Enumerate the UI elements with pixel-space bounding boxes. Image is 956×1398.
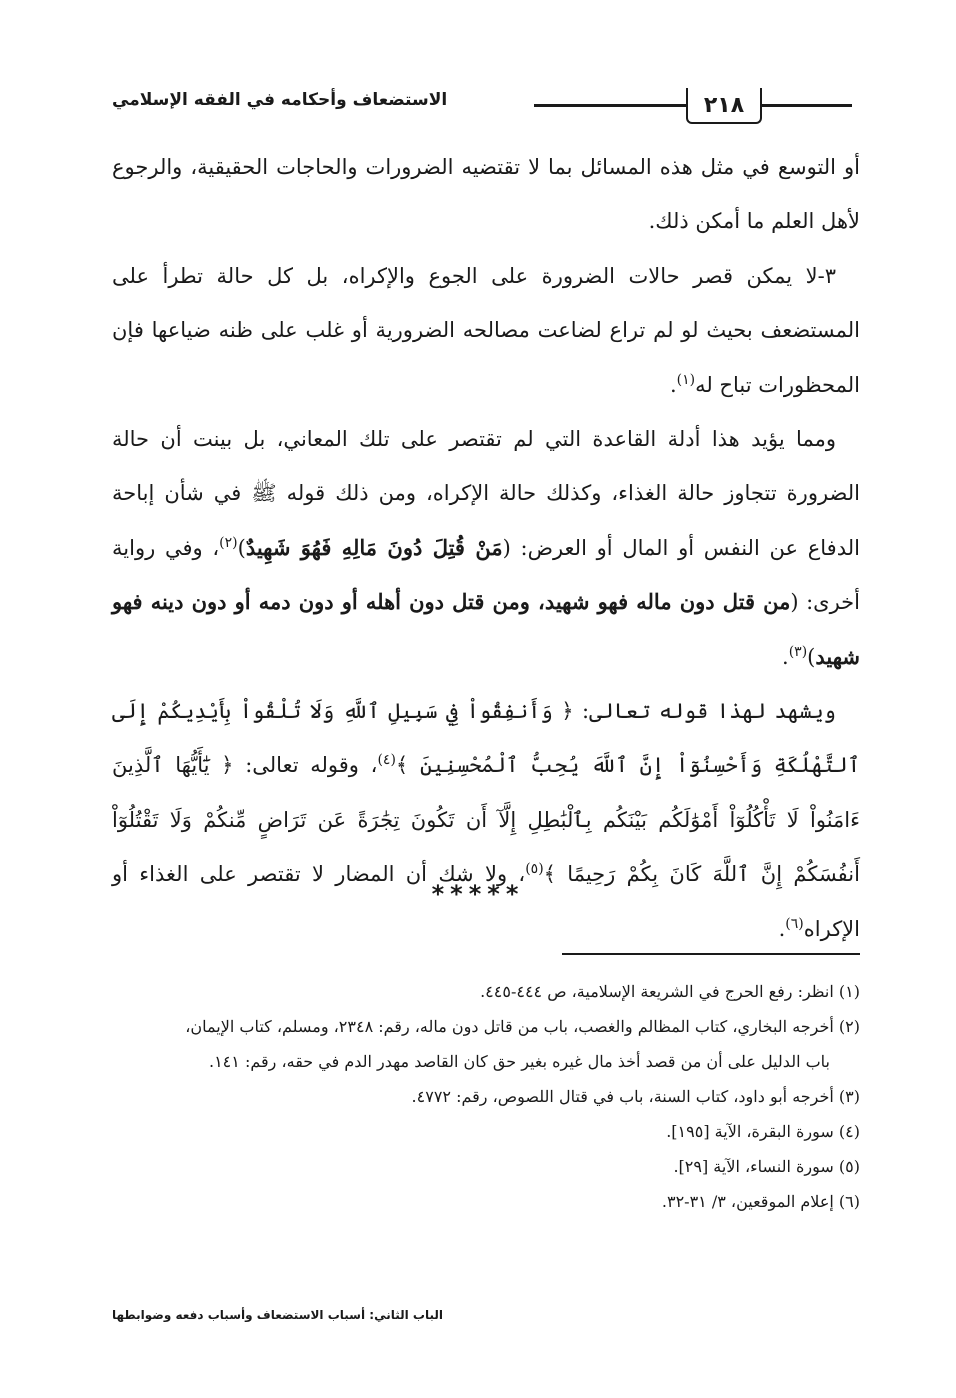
footnotes (112, 974, 860, 1219)
header-rule-left (534, 104, 686, 107)
header-rule-right (760, 104, 852, 107)
paragraph-4-text-c: ، ولا شك أن المضار لا تقتصر على الغذاء أو الإكراه (112, 862, 860, 941)
paragraph-3-text-b: ، وفي رواية أخرى: ( (112, 535, 860, 615)
footnote-ref-6: (٦) (785, 915, 804, 932)
footnote-rule (562, 953, 860, 955)
footnote-3: (٣) أخرجه أبو داود، كتاب السنة، باب في قتال اللصوص، رقم: ٤٧٧٢. (411, 1087, 860, 1106)
quran-verse-2: ، وقوله تعالى: ﴿ يَٰٓأَيُّهَا ٱلَّذِينَ ءَامَنُواْ لَا تَأْكُلُوٓاْ أَمْوَٰلَكُم بَيْنَكُم بِٱلْبَٰطِلِ إِلَّآ أَن تَكُونَ تِجَٰرَةً عَن تَرَاضٍ مِّنكُمْ وَلَا تَقْتُلُوٓاْ أَنفُسَكُمْ إِنَّ ٱللَّهَ كَانَ بِكُمْ رَحِيمًا ﴾ (112, 753, 860, 887)
paragraph-3-text-a: ومما يؤيد هذا أدلة القاعدة التي لم تقتصر على تلك المعاني، بل بينت أن حالة الضرورة تتجاوز حالة الغذاء، وكذلك حالة الإكراه، ومن ذلك قوله ﷺ في شأن إباحة الدفاع عن النفس أو المال أو العرض: ( (112, 427, 860, 560)
footnote-ref-5: (٥) (525, 861, 544, 878)
footnote-ref-4: (٤) (377, 752, 396, 769)
footnote-1: (١) انظر: رفع الحرج في الشريعة الإسلامية، ص ٤٤٤-٤٤٥. (480, 982, 860, 1001)
section-separator: ***** (431, 880, 525, 908)
footnote-5: (٥) سورة النساء، الآية [٢٩]. (673, 1157, 860, 1176)
main-text (112, 140, 860, 956)
footnote-ref-2: (٢) (219, 534, 238, 551)
page-footer: الباب الثاني: أسباب الاستضعاف وأسباب دفعه وضوابطها (112, 1308, 444, 1322)
quran-verse-1: ويشهد لهذا قوله تعالى: ﴿ وَأَنفِقُواْ فِي سَبِيلِ ٱللَّهِ وَلَا تُلْقُواْ بِأَيْدِيكُمْ إِلَى ٱلتَّهْلُكَةِ وَأَحْسِنُوٓاْ إِنَّ ٱللَّهَ يُحِبُّ ٱلْمُحْسِنِينَ ﴾ (112, 699, 860, 778)
paragraph-3: ومما يؤيد هذا أدلة القاعدة التي لم تقتصر على تلك المعاني، بل بينت أن حالة الضرورة تتجاوز حالة الغذاء، وكذلك حالة الإكراه، ومن ذلك قوله ﷺ في شأن إباحة الدفاع عن النفس أو المال أو العرض: (مَنْ قُتِلَ دُونَ مَالِهِ فَهُوَ شَهِيدٌ)$^{(٢)}$، وفي رواية أخرى: (من قتل دون ماله فهو شهيد، ومن قتل دون أهله أو دون دمه أو دون دينه فهو شهيد)$^{(٣)}$. (112, 427, 860, 669)
footnote-2: (٢) أخرجه البخاري، كتاب المظالم والغصب، باب من قاتل دون ماله، رقم: ٢٣٤٨، ومسلم، كتاب الإيمان، (185, 1017, 860, 1036)
footnote-4: (٤) سورة البقرة، الآية [١٩٥]. (666, 1122, 860, 1141)
page-number: ٢١٨ (686, 88, 762, 124)
footnote-ref-1: (١) (676, 371, 696, 388)
paragraph-4: ويشهد لهذا قوله تعالى: ﴿ وَأَنفِقُواْ فِي سَبِيلِ ٱللَّهِ وَلَا تُلْقُواْ بِأَيْدِيكُمْ إِلَى ٱلتَّهْلُكَةِ وَأَحْسِنُوٓاْ إِنَّ ٱللَّهَ يُحِبُّ ٱلْمُحْسِنِينَ ﴾$^{(٤)}$، وقوله تعالى: ﴿ يَٰٓأَيُّهَا ٱلَّذِينَ ءَامَنُواْ لَا تَأْكُلُوٓاْ أَمْوَٰلَكُم بَيْنَكُم بِٱلْبَٰطِلِ إِلَّآ أَن تَكُونَ تِجَٰرَةً عَن تَرَاضٍ مِّنكُمْ وَلَا تَقْتُلُوٓاْ أَنفُسَكُمْ إِنَّ ٱللَّهَ كَانَ بِكُمْ رَحِيمًا ﴾$^{(٥)}$، ولا شك أن المضار لا تقتصر على الغذاء أو الإكراه$^{(٦)}$. (112, 699, 860, 941)
paragraph-2: ٣-لا يمكن قصر حالات الضرورة على الجوع والإكراه، بل كل حالة تطرأ على المستضعف بحيث لو لم تراع لضاعت مصالحه الضرورية أو غلب على ظنه ضياعها فإن المحظورات تباح له$^{(١)}$. (112, 263, 860, 397)
page-header (112, 86, 852, 126)
paragraph-2-text: ٣-لا يمكن قصر حالات الضرورة على الجوع والإكراه، بل كل حالة تطرأ على المستضعف بحيث لو لم تراع لضاعت مصالحه الضرورية أو غلب على ظنه ضياعها فإن المحظورات تباح له (112, 263, 860, 397)
footnote-6: (٦) إعلام الموقعين، ٣/ ٣١-٣٢. (661, 1192, 860, 1211)
hadith-quote-1: مَنْ قُتِلَ دُونَ مَالِهِ فَهُوَ شَهِيدٌ (245, 534, 503, 560)
footnote-ref-3: (٣) (788, 643, 808, 660)
footnote-2-continued: باب الدليل على أن من قصد أخذ مال غيره بغير حق كان القاصد مهدر الدم في حقه، رقم: ١٤١. (208, 1052, 830, 1071)
running-title: الاستضعاف وأحكامه في الفقه الإسلامي (112, 90, 448, 110)
paragraph-1: أو التوسع في مثل هذه المسائل بما لا تقتضيه الضرورات والحاجات الحقيقية، والرجوع لأهل العلم ما أمكن ذلك. (112, 155, 860, 234)
hadith-quote-2: من قتل دون ماله فهو شهيد، ومن قتل دون أهله أو دون دمه أو دون دينه فهو شهيد (112, 589, 860, 669)
